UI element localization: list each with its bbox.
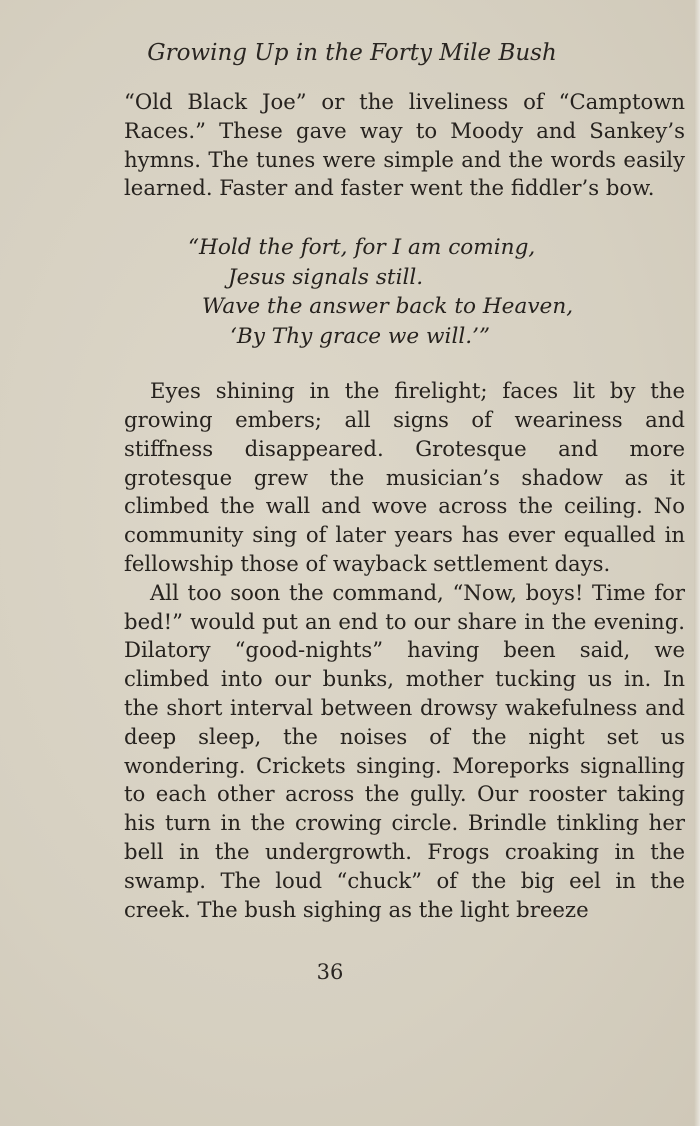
paragraph-3: All too soon the command, “Now, boys! Time for bed!” would put an end to our share in the evening. Dilatory “good-nights” having been said, we climbed into our bunks, mother tucking us in. In the short interval between drowsy wakefulness and deep sleep, the noises of the night set us wondering. Crickets singing. Moreporks signalling to each other across the gully. Our rooster taking his turn in the crowing circle. Brindle tinkling her bell in the undergrowth. Frogs croaking in the swamp. The loud “chuck” of the big eel in the creek. The bush sighing as the light breeze — [124, 579, 685, 922]
hymn-verse — [124, 233, 685, 351]
verse-line-2: Jesus signals still. — [228, 264, 424, 290]
paragraph-2: Eyes shining in the firelight; faces lit by the growing embers; all signs of weariness and stiffness disappeared. Grotesque and more grotesque grew the musician’s shadow as it climbed the wall and wove across the ceiling. No community sing of later years has ever equalled in fellowship those of wayback settlement days. — [124, 378, 685, 576]
body-text — [124, 88, 685, 924]
page-number: 36 — [316, 960, 344, 984]
running-head: Growing Up in the Forty Mile Bush — [147, 40, 557, 66]
page-edge — [694, 0, 700, 1126]
verse-line-4: ‘By Thy grace we will.’” — [230, 323, 491, 349]
verse-line-3: Wave the answer back to Heaven, — [202, 294, 574, 320]
verse-line-1: “Hold the fort, for I am coming, — [188, 235, 536, 261]
paragraph-1: “Old Black Joe” or the liveliness of “Camptown Races.” These gave way to Moody and Sankey’s hymns. The tunes were simple and the words easily learned. Faster and faster went the fiddler’s bow. — [124, 89, 685, 201]
